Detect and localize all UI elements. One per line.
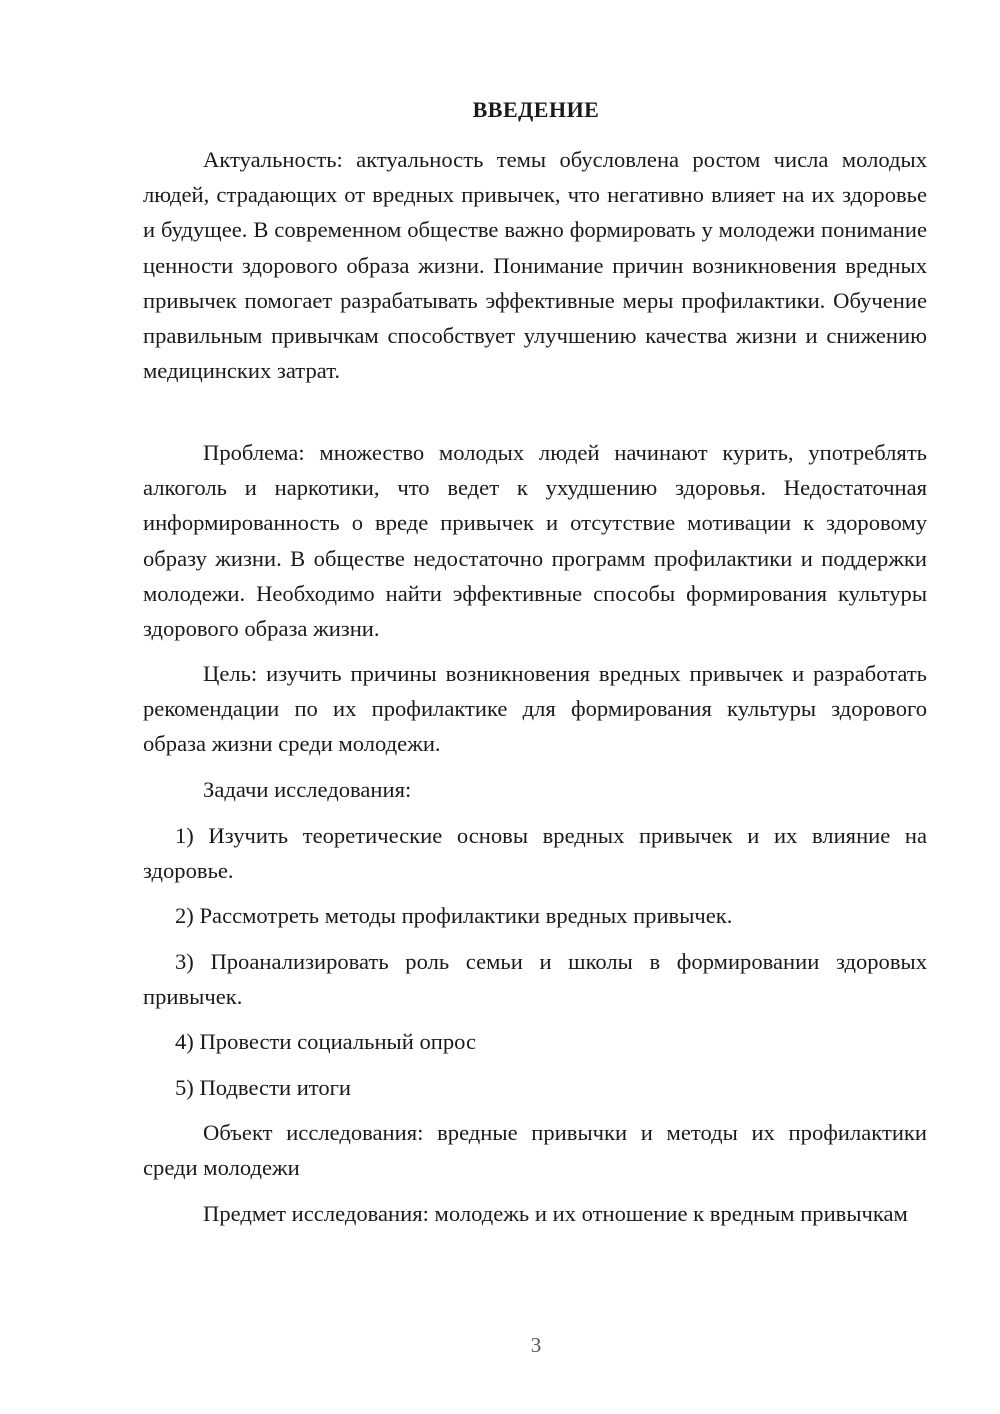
task-item-1: 1) Изучить теоретические основы вредных привычек и их влияние на здоровье.: [143, 823, 927, 884]
subject-paragraph: Предмет исследования: молодежь и их отношение к вредным привычкам: [203, 1201, 908, 1226]
tasks-title: Задачи исследования:: [203, 777, 412, 802]
relevance-paragraph: Актуальность: актуальность темы обусловлена ростом числа молодых людей, страдающих от вредных привычек, что негативно влияет на их здоровье и будущее. В современном обществе важно формировать у молодежи понимание ценности здорового образа жизни. Понимание причин возникновения вредных привычек помогает разрабатывать эффективные меры профилактики. Обучение правильным привычкам способствует улучшению качества жизни и снижению медицинских затрат.: [143, 147, 927, 384]
task-item-4: 4) Провести социальный опрос: [175, 1029, 477, 1054]
goal-paragraph: Цель: изучить причины возникновения вредных привычек и разработать рекомендации по их профилактике для формирования культуры здорового образа жизни среди молодежи.: [143, 661, 927, 757]
page-number: 3: [530, 1333, 542, 1357]
task-item-5: 5) Подвести итоги: [175, 1075, 352, 1100]
task-item-2: 2) Рассмотреть методы профилактики вредных привычек.: [175, 903, 733, 928]
problem-paragraph: Проблема: множество молодых людей начинают курить, употреблять алкоголь и наркотики, что ведет к ухудшению здоровья. Недостаточная информированность о вреде привычек и отсутствие мотивации к здоровому образу жизни. В обществе недостаточно программ профилактики и поддержки молодежи. Необходимо найти эффективные способы формирования культуры здорового образа жизни.: [143, 440, 927, 642]
task-item-3: 3) Проанализировать роль семьи и школы в формировании здоровых привычек.: [143, 949, 927, 1010]
object-paragraph: Объект исследования: вредные привычки и методы их профилактики среди молодежи: [143, 1120, 927, 1181]
page-title: ВВЕДЕНИЕ: [472, 97, 600, 122]
